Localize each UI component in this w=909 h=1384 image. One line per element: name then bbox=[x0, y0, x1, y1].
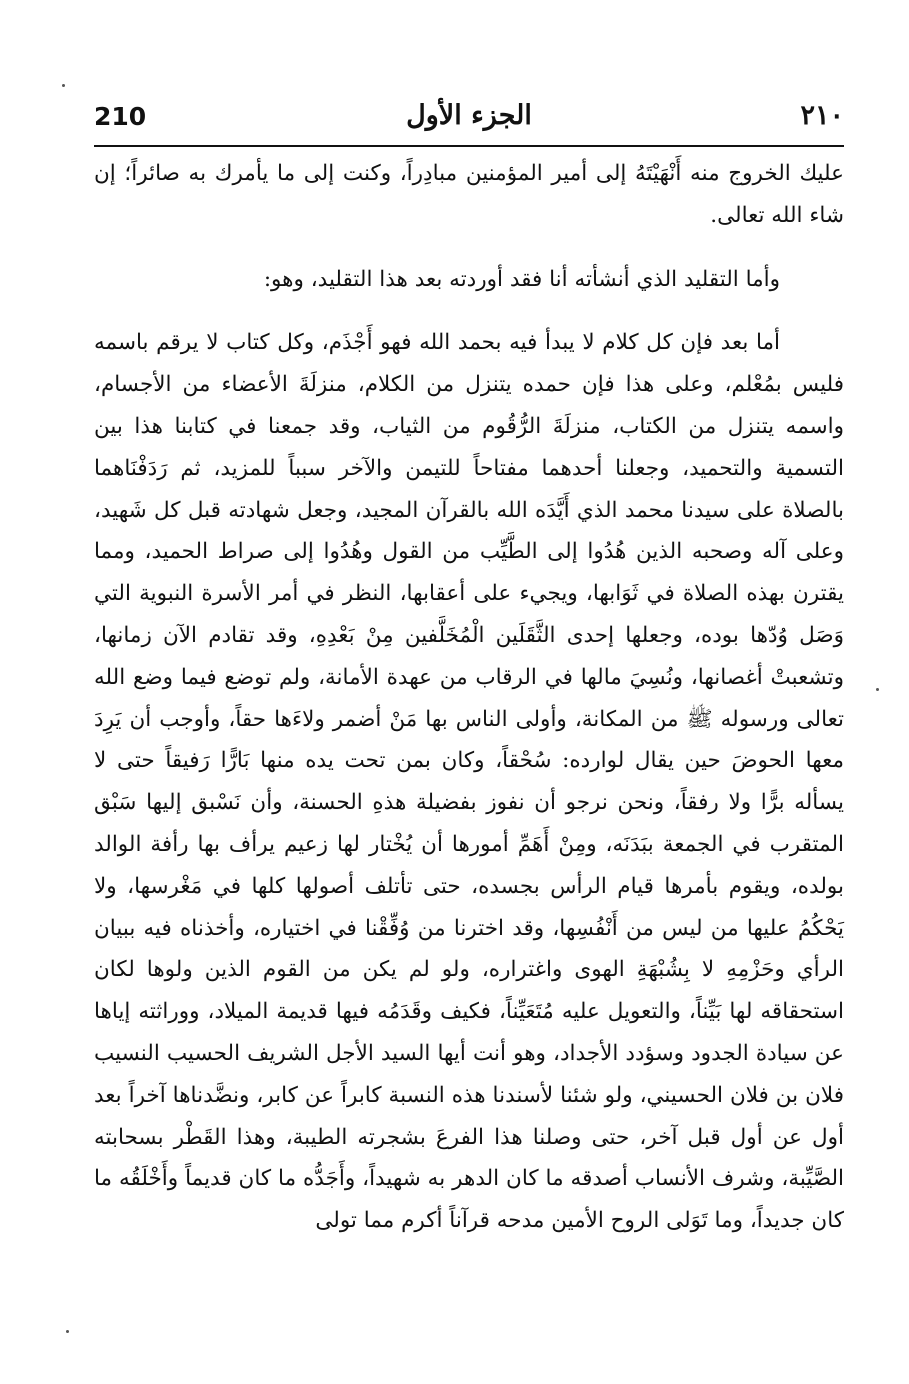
scan-speck bbox=[66, 1330, 69, 1333]
paragraph-decree: أما بعد فإن كل كلام لا يبدأ فيه بحمد الله فهو أَجْذَم، وكل كتاب لا يرقم باسمه فليس بمُعْلم، وعلى هذا فإن حمده يتنزل من الكلام، منزلَةَ الأعضاء من الأجسام، واسمه يتنزل من الكتاب، منزلَةَ الرُّقُوم من الثياب، وقد جمعنا في كتابنا هذا بين التسمية والتحميد، وجعلنا أحدهما مفتاحاً للتيمن والآخر سبباً للمزيد، ثم رَدَفْنَاهما بالصلاة على سيدنا محمد الذي أَيَّدَه الله بالقرآن المجيد، وجعل شهادته قبل كل شَهيد، وعلى آله وصحبه الذين هُدُوا إلى الطَّيِّب من القول وهُدُوا إلى صراط الحميد، ومما يقترن بهذه الصلاة في ثَوَابها، ويجيء على أعقابها، النظر في أمر الأسرة النبوية التي وَصَل وُدّها بوده، وجعلها إحدى الثَّقَلَين الْمُخَلَّفين مِنْ بَعْدِهِ، وقد تقادم الآن زمانها، وتشعبتْ أغصانها، ونُسِيَ مالها في الرقاب من عهدة الأمانة، ولم توضع فيما وضع الله تعالى ورسوله ﷺ من المكانة، وأولى الناس بها مَنْ أضمر ولاءَها حقاً، وأوجب أن يَرِدَ معها الحوضَ حين يقال لوارده: سُحْقاً، وكان بمن تحت يده منها بَارًّا رَفيقاً حتى لا يسأله برًّا ولا رفقاً، ونحن نرجو أن نفوز بفضيلة هذهِ الحسنة، وأن نَسْبق إليها سَبْق المتقرب في الجمعة ببَدَنَه، ومِنْ أَهَمِّ أمورها أن يُخْتار لها زعيم يرأف بها رأفة الوالد بولده، ويقوم بأمرها قيام الرأس بجسده، حتى تأتلف أصولها كلها في مَغْرسها، ولا يَحْكُمُ عليها من ليس من أَنْفُسِها، وقد اخترنا من وُفِّقْنا في اختياره، وأخذناه فيه ببيان الرأي وحَزْمِهِ لا بِشُبْهَةِ الهوى واغتراره، ولو لم يكن من القوم الذين ولوها لكان استحقاقه لها بَيِّناً، والتعويل عليه مُتَعَيِّناً، فكيف وقَدَمُه فيها قديمة الميلاد، ووراثته إياها عن سيادة الجدود وسؤدد الأجداد، وهو أنت أيها السيد الأجل الشريف الحسيب النسيب فلان بن فلان الحسيني، ولو شئنا لأسندنا هذه النسبة كابراً عن كابر، ونضَّدناها آخراً بعد أول عن أول قبل آخر، حتى وصلنا هذا الفرعَ بشجرته الطيبة، وهذا القَطْر بسحابته الصَّيِّبة، وشرف الأنساب أصدقه ما كان الدهر به شهيداً، وأَجَدُّه ما كان قديماً وأَخْلَقُه ما كان جديداً، وما تَوَلى الروح الأمين مدحه قرآناً أكرم مما تولى bbox=[94, 330, 844, 1234]
paragraph-gap bbox=[94, 300, 844, 322]
page-number-arabic: ٢١٠ bbox=[800, 100, 844, 131]
scan-speck bbox=[62, 84, 65, 87]
header-rule bbox=[94, 145, 844, 147]
page-number-latin: 210 bbox=[94, 102, 147, 131]
scan-speck bbox=[876, 688, 879, 691]
page-header bbox=[94, 98, 844, 142]
body-text bbox=[94, 153, 844, 1242]
paragraph-continuation: عليك الخروج منه أَنْهَيْتَهُ إلى أمير المؤمنين مبادِراً، وكنت إلى ما يأمرك به صائراً؛ إن شاء الله تعالى. bbox=[94, 161, 844, 228]
paragraph-intro: وأما التقليد الذي أنشأته أنا فقد أوردته بعد هذا التقليد، وهو: bbox=[263, 266, 780, 292]
running-title: الجزء الأول bbox=[406, 100, 532, 131]
paragraph-gap bbox=[94, 237, 844, 259]
